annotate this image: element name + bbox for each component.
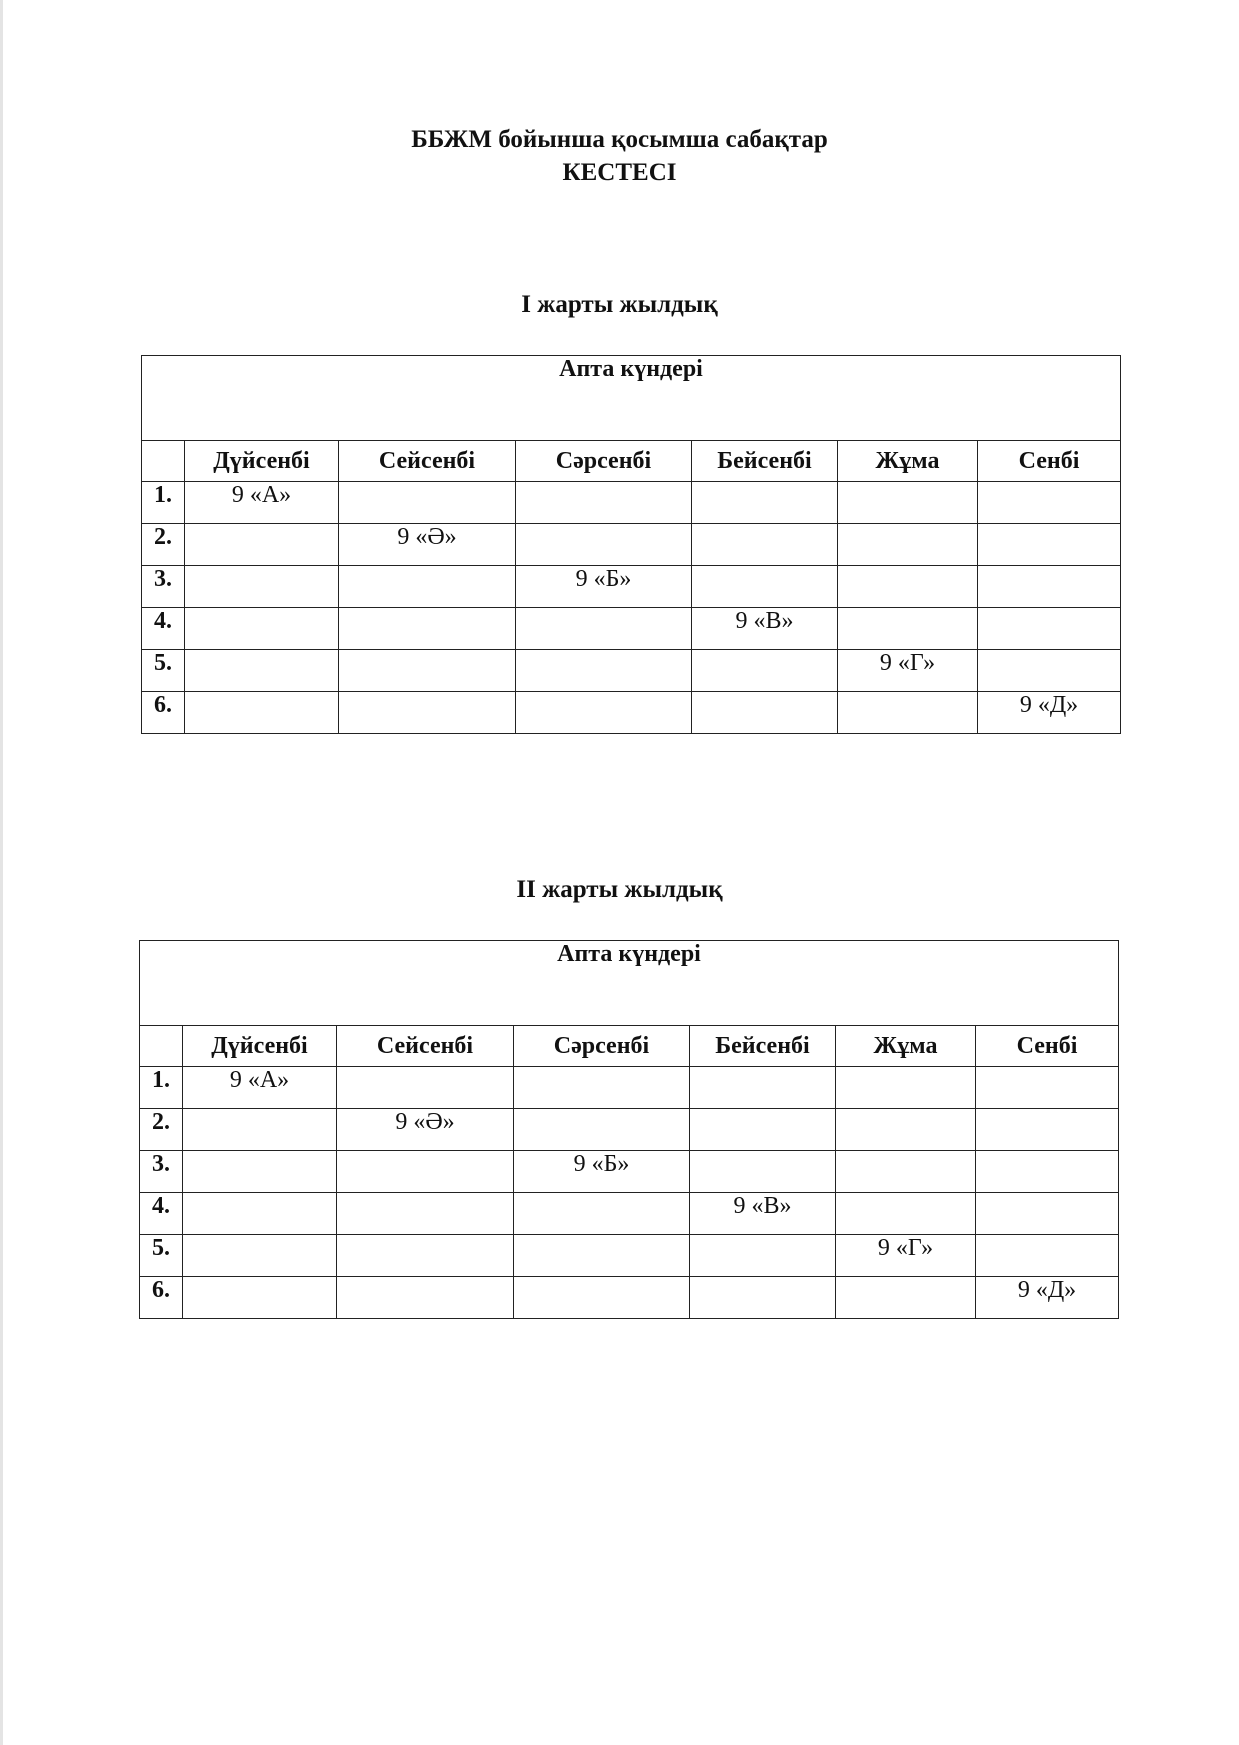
day-names-row: [140, 1026, 1119, 1067]
document-subtitle: КЕСТЕСІ: [562, 159, 677, 186]
week-days-header: Апта күндері: [142, 356, 1121, 441]
schedule-cell: [183, 1193, 337, 1235]
day-thursday: Бейсенбі: [692, 441, 838, 482]
day-wednesday: Сәрсенбі: [514, 1026, 690, 1067]
schedule-cell: [337, 1193, 514, 1235]
row-number: 3.: [142, 566, 185, 608]
schedule-cell: [337, 1067, 514, 1109]
row-number: 6.: [142, 692, 185, 734]
row-number: 4.: [142, 608, 185, 650]
scan-edge: [0, 0, 3, 1745]
schedule-cell: 9 «А»: [185, 482, 339, 524]
schedule-cell: [978, 650, 1121, 692]
row-number: 3.: [140, 1151, 183, 1193]
schedule-cell: [339, 482, 516, 524]
semester-2-heading: ІІ жарты жылдық: [516, 876, 723, 903]
schedule-cell: [514, 1067, 690, 1109]
schedule-cell: [976, 1235, 1119, 1277]
row-number: 5.: [142, 650, 185, 692]
schedule-cell: [692, 524, 838, 566]
schedule-cell: [690, 1067, 836, 1109]
week-days-header: Апта күндері: [140, 941, 1119, 1026]
schedule-cell: [838, 482, 978, 524]
schedule-cell: [838, 608, 978, 650]
row-number: 1.: [142, 482, 185, 524]
semester-1-schedule-table: [141, 355, 1121, 734]
schedule-cell: [183, 1109, 337, 1151]
schedule-cell: [976, 1193, 1119, 1235]
schedule-cell: [976, 1067, 1119, 1109]
schedule-cell: [337, 1151, 514, 1193]
table-row: [140, 1067, 1119, 1109]
table-row: [142, 650, 1121, 692]
schedule-cell: [185, 650, 339, 692]
table-row: [140, 1151, 1119, 1193]
schedule-cell: [692, 566, 838, 608]
schedule-cell: [978, 566, 1121, 608]
day-monday: Дүйсенбі: [183, 1026, 337, 1067]
table-row: [142, 524, 1121, 566]
row-number: 4.: [140, 1193, 183, 1235]
schedule-cell: [516, 650, 692, 692]
table-header-row: [140, 941, 1119, 1026]
schedule-cell: [838, 692, 978, 734]
schedule-cell: [339, 692, 516, 734]
schedule-cell: [836, 1151, 976, 1193]
table-row: [140, 1235, 1119, 1277]
schedule-cell: [836, 1109, 976, 1151]
schedule-cell: 9 «Б»: [514, 1151, 690, 1193]
table-row: [142, 608, 1121, 650]
schedule-cell: 9 «Б»: [516, 566, 692, 608]
day-wednesday: Сәрсенбі: [516, 441, 692, 482]
schedule-cell: 9 «Ә»: [339, 524, 516, 566]
semester-1-heading: І жарты жылдық: [521, 291, 718, 318]
schedule-cell: [690, 1151, 836, 1193]
day-tuesday: Сейсенбі: [337, 1026, 514, 1067]
schedule-cell: [836, 1277, 976, 1319]
schedule-cell: [514, 1109, 690, 1151]
row-number: 1.: [140, 1067, 183, 1109]
table-row: [142, 692, 1121, 734]
schedule-cell: [978, 608, 1121, 650]
table-row: [140, 1193, 1119, 1235]
day-friday: Жұма: [838, 441, 978, 482]
schedule-cell: [978, 524, 1121, 566]
schedule-cell: [337, 1277, 514, 1319]
row-number: 2.: [142, 524, 185, 566]
schedule-cell: [690, 1235, 836, 1277]
schedule-cell: [339, 608, 516, 650]
corner-cell: [142, 441, 185, 482]
schedule-cell: 9 «В»: [690, 1193, 836, 1235]
schedule-cell: [183, 1277, 337, 1319]
schedule-cell: [185, 524, 339, 566]
schedule-cell: 9 «А»: [183, 1067, 337, 1109]
semester-2-schedule-table: [139, 940, 1119, 1319]
schedule-cell: 9 «В»: [692, 608, 838, 650]
schedule-cell: [838, 524, 978, 566]
schedule-cell: [516, 692, 692, 734]
table-row: [142, 482, 1121, 524]
schedule-cell: [690, 1109, 836, 1151]
document-title: ББЖМ бойынша қосымша сабақтар: [411, 126, 828, 153]
schedule-cell: [836, 1193, 976, 1235]
table-row: [140, 1109, 1119, 1151]
schedule-cell: [690, 1277, 836, 1319]
schedule-cell: [339, 566, 516, 608]
day-friday: Жұма: [836, 1026, 976, 1067]
schedule-cell: 9 «Д»: [976, 1277, 1119, 1319]
schedule-cell: [185, 566, 339, 608]
row-number: 6.: [140, 1277, 183, 1319]
day-names-row: [142, 441, 1121, 482]
schedule-cell: [836, 1067, 976, 1109]
schedule-cell: [514, 1193, 690, 1235]
schedule-cell: [337, 1235, 514, 1277]
schedule-cell: [978, 482, 1121, 524]
schedule-cell: [183, 1235, 337, 1277]
schedule-cell: [516, 482, 692, 524]
schedule-cell: [516, 608, 692, 650]
row-number: 2.: [140, 1109, 183, 1151]
schedule-cell: 9 «Г»: [836, 1235, 976, 1277]
table-header-row: [142, 356, 1121, 441]
schedule-cell: [339, 650, 516, 692]
schedule-cell: [976, 1109, 1119, 1151]
schedule-cell: [183, 1151, 337, 1193]
schedule-cell: [516, 524, 692, 566]
schedule-cell: [185, 608, 339, 650]
row-number: 5.: [140, 1235, 183, 1277]
schedule-cell: [976, 1151, 1119, 1193]
corner-cell: [140, 1026, 183, 1067]
table-row: [140, 1277, 1119, 1319]
day-saturday: Сенбі: [978, 441, 1121, 482]
schedule-cell: [514, 1277, 690, 1319]
schedule-cell: [692, 650, 838, 692]
schedule-cell: [692, 692, 838, 734]
day-thursday: Бейсенбі: [690, 1026, 836, 1067]
schedule-cell: [514, 1235, 690, 1277]
schedule-cell: [185, 692, 339, 734]
schedule-cell: [838, 566, 978, 608]
day-monday: Дүйсенбі: [185, 441, 339, 482]
schedule-cell: 9 «Д»: [978, 692, 1121, 734]
schedule-cell: 9 «Ә»: [337, 1109, 514, 1151]
schedule-cell: [692, 482, 838, 524]
day-tuesday: Сейсенбі: [339, 441, 516, 482]
schedule-cell: 9 «Г»: [838, 650, 978, 692]
table-row: [142, 566, 1121, 608]
day-saturday: Сенбі: [976, 1026, 1119, 1067]
